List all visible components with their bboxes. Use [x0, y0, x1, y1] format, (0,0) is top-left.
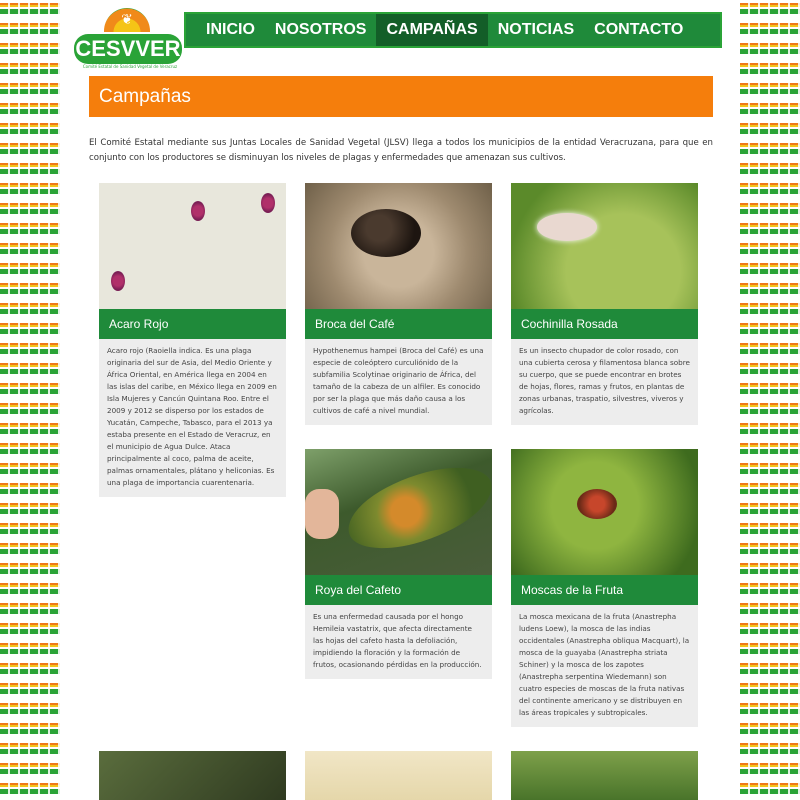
campaign-image[interactable] — [99, 183, 286, 309]
page-container — [60, 0, 740, 800]
campaign-description: La mosca mexicana de la fruta (Anastrepha ludens Loew), la mosca de las indias occidentales (Anastrepha obliqua Macquart), la mosca de la guayaba (Anastrepha striata Schiner) y la mosca de los zapotes (Anastrepha serpentina Wiedemann) son cuatro especies de moscas de la fruta nativas del continente americano y se distribuyen en las áreas tropicales y subtropicales. — [511, 605, 698, 727]
nav-item-noticias[interactable]: NOTICIAS — [497, 21, 575, 38]
campaign-description: Acaro rojo (Raoiella indica. Es una plaga originaria del sur de Asia, del Medio Oriente y África Oriental, en América llega en 2004 en las islas del caribe, en México llega en 2009 en Isla Mujeres y Cancún Quintana Roo. Entre el 2009 y 2012 se disperso por los estados de Yucatán, Campeche, Tabasco, para el 2013 ya estaba presente en el Estado de Veracruz, en el municipio de Agua Dulce. Ataca principalmente al coco, palma de aceite, palmas ornamentales, plátano y heliconias. Es una plaga de importancia cuarentenaria. — [99, 339, 286, 497]
campaign-description: Hypothenemus hampei (Broca del Café) es una especie de coleóptero curculiónido de la subfamilia Scolytinae originario de África, del tamaño de la cabeza de un alfiler. Es conocido por ser la plaga que más daño causa a los cultivos de café a nivel mundial. — [305, 339, 492, 425]
campaign-card-moscas-de-la-fruta[interactable] — [511, 449, 698, 727]
campaign-card-acaro-rojo[interactable] — [99, 183, 286, 497]
nav-item-inicio[interactable]: INICIO — [206, 21, 255, 38]
campaign-card-row3-1[interactable] — [99, 751, 286, 800]
campaign-image[interactable] — [511, 449, 698, 575]
background-pattern-right — [740, 0, 800, 800]
leaf-shape — [339, 457, 492, 560]
background-pattern-left — [0, 0, 60, 800]
campaign-card-roya-del-cafeto[interactable] — [305, 449, 492, 679]
campaign-image[interactable] — [305, 751, 492, 800]
nav-item-contacto[interactable]: CONTACTO — [594, 21, 684, 38]
main-nav — [184, 12, 722, 48]
mite-shape — [191, 201, 205, 221]
campaign-card-row3-2[interactable] — [305, 751, 492, 800]
page-title-bar — [89, 76, 713, 117]
campaign-image[interactable] — [99, 751, 286, 800]
mite-shape — [261, 193, 275, 213]
campaign-card-broca-del-cafe[interactable] — [305, 183, 492, 425]
fruit-fly-shape — [577, 489, 617, 519]
campaign-image[interactable] — [511, 183, 698, 309]
leaf-icon: ❦ — [121, 12, 133, 28]
mealybug-shape — [537, 213, 597, 241]
hand-shape — [305, 489, 339, 539]
campaign-image[interactable] — [511, 751, 698, 800]
campaign-image[interactable] — [305, 183, 492, 309]
nav-item-campanas[interactable]: CAMPAÑAS — [376, 14, 487, 46]
logo-name: CESVVER — [74, 34, 182, 64]
campaign-title[interactable]: Broca del Café — [305, 309, 492, 339]
nav-item-nosotros[interactable]: NOSOTROS — [274, 21, 367, 38]
mite-shape — [111, 271, 125, 291]
campaign-card-row3-3[interactable] — [511, 751, 698, 800]
campaign-title[interactable]: Cochinilla Rosada — [511, 309, 698, 339]
page-title: Campañas — [99, 86, 191, 107]
beetle-shape — [351, 209, 421, 257]
campaign-card-cochinilla-rosada[interactable] — [511, 183, 698, 425]
logo-tagline: Comité Estatal de Sanidad Vegetal de Veracruz — [82, 64, 178, 69]
intro-text: El Comité Estatal mediante sus Juntas Locales de Sanidad Vegetal (JLSV) llega a todos los municipios de la entidad Veracruzana, para que en conjunto con los productores se disminuyan los niveles de plagas y enfermedades que amenazan sus cultivos. — [89, 138, 713, 163]
site-logo[interactable] — [74, 8, 182, 68]
campaign-description: Es un insecto chupador de color rosado, con una cubierta cerosa y filamentosa blanca sobre su cuerpo, que se puede encontrar en brotes de hojas, flores, ramas y frutos, en plantas de zonas urbanas, traspatio, silvestres, viveros y agrícolas. — [511, 339, 698, 425]
campaign-title[interactable]: Roya del Cafeto — [305, 575, 492, 605]
campaign-title[interactable]: Moscas de la Fruta — [511, 575, 698, 605]
campaign-image[interactable] — [305, 449, 492, 575]
campaign-title[interactable]: Acaro Rojo — [99, 309, 286, 339]
campaign-description: Es una enfermedad causada por el hongo Hemileia vastatrix, que afecta directamente las hojas del cafeto hasta la defoliación, impidiendo la floración y la formación de frutos, ocasionando pérdidas en la producción. — [305, 605, 492, 679]
